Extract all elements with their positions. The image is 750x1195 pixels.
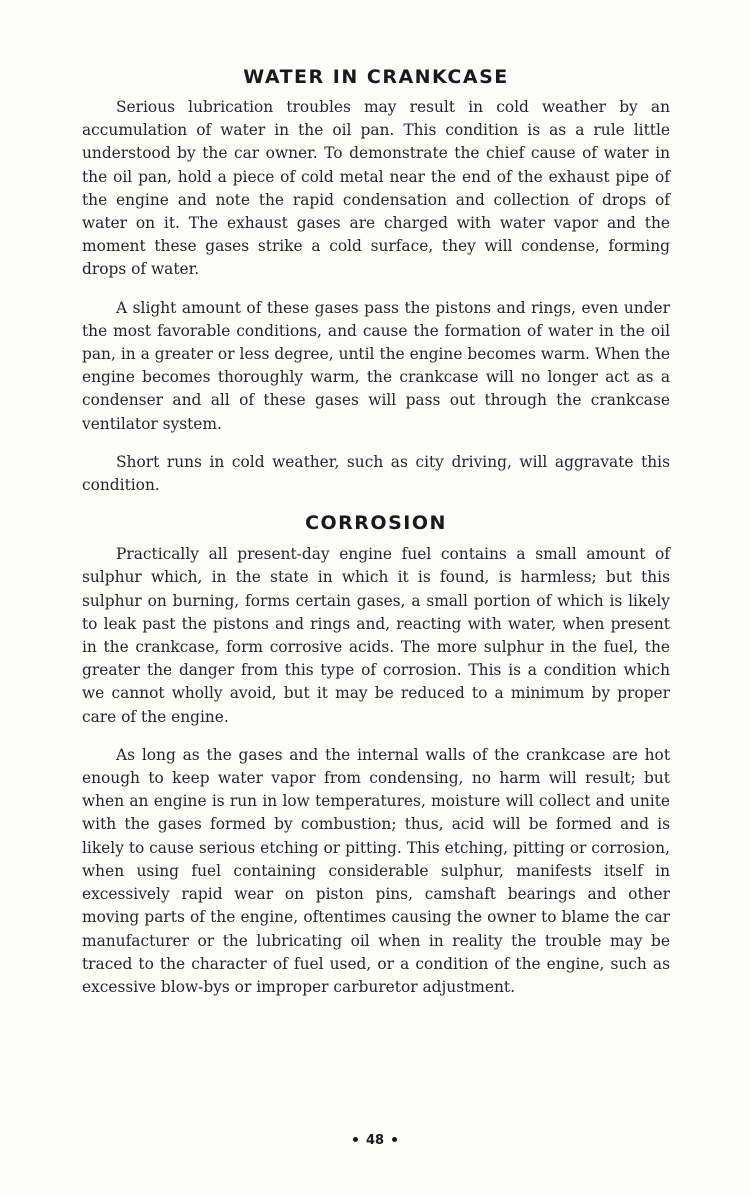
paragraph-water-3: Short runs in cold weather, such as city driving, will aggravate this condition. (82, 452, 670, 495)
paragraph-corrosion-2: As long as the gases and the internal walls of the crankcase are hot enough to keep water vapor from condensing, no harm will result; but when an engine is run in low temperatures, moisture will collect and unite with the gases formed by combustion; thus, acid will be formed and is likely to cause serious etching or pitting. This etching, pitting or corrosion, when using fuel containing considerable sulphur, manifests itself in excessively rapid wear on piston pins, camshaft bearings and other moving parts of the engine, oftentimes causing the owner to blame the car manufacturer or the lubricating oil when in reality the trouble may be traced to the character of fuel used, or a condition of the engine, such as excessive blow-bys or improper carburetor adjustment. (82, 745, 670, 996)
section-heading-corrosion: CORROSION (305, 512, 447, 535)
paragraph-water-1: Serious lubrication troubles may result in cold weather by an accumulation of water in the oil pan. This condition is as a rule little understood by the car owner. To demonstrate the chief cause of water in the oil pan, hold a piece of cold metal near the end of the exhaust pipe of the engine and note the rapid condensation and collection of drops of water on it. The exhaust gases are charged with water vapor and the moment these gases strike a cold surface, they will condense, forming drops of water. (82, 98, 670, 279)
page-content (82, 64, 670, 1014)
section-heading-water-in-crankcase: WATER IN CRANKCASE (243, 66, 509, 88)
bullet-left-icon (353, 1137, 358, 1142)
bullet-right-icon (392, 1137, 397, 1142)
page-number: 48 (365, 1133, 385, 1148)
paragraph-water-2: A slight amount of these gases pass the pistons and rings, even under the most favorable conditions, and cause the formation of water in the oil pan, in a greater or less degree, until the engine becomes warm. When the engine becomes thoroughly warm, the crankcase will no longer act as a condenser and all of these gases will pass out through the crankcase ventilator system. (82, 298, 670, 433)
page-footer (0, 1133, 750, 1148)
paragraph-corrosion-1: Practically all present-day engine fuel contains a small amount of sulphur which, in the state in which it is found, is harmless; but this sulphur on burning, forms certain gases, a small portion of which is likely to leak past the pistons and rings and, reacting with water, when present in the crankcase, form corrosive acids. The more sulphur in the fuel, the greater the danger from this type of corrosion. This is a condition which we cannot wholly avoid, but it may be reduced to a minimum by proper care of the engine. (82, 545, 670, 726)
